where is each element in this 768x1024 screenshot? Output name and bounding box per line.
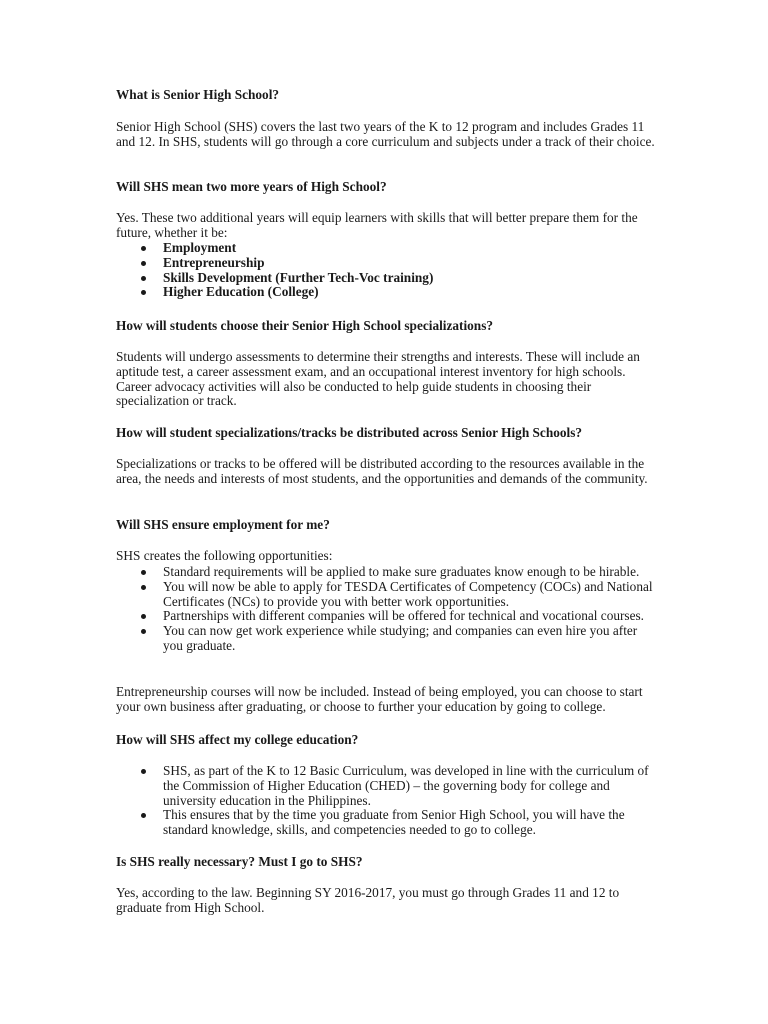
list-item: Higher Education (College) [116, 285, 656, 300]
answer-paragraph: Entrepreneurship courses will now be included. Instead of being employed, you can choose to start your own business after graduating, or choose to further your education by going to college. [116, 684, 643, 714]
answer-paragraph: Students will undergo assessments to determine their strengths and interests. These will include an aptitude test, a career assessment exam, and an occupational interest inventory for high schools. Career advocacy activities will also be conducted to help guide students in choosing their specialization or track. [116, 349, 640, 409]
list-item: Standard requirements will be applied to make sure graduates know enough to be hirable. [116, 565, 656, 580]
question-heading: How will student specializations/tracks be distributed across Senior High Schools? [116, 425, 583, 440]
question-heading: What is Senior High School? [116, 87, 280, 102]
list-item: You will now be able to apply for TESDA Certificates of Competency (COCs) and National Certificates (NCs) to provide you with better work opportunities. [116, 580, 656, 610]
answer-paragraph: Specializations or tracks to be offered will be distributed according to the resources available in the area, the needs and interests of most students, and the opportunities and demands of the community. [116, 456, 648, 486]
bullet-list [116, 764, 656, 838]
bullet-list [116, 565, 656, 654]
answer-paragraph: SHS creates the following opportunities: [116, 548, 333, 563]
answer-paragraph: Senior High School (SHS) covers the last two years of the K to 12 program and includes Grades 11 and 12. In SHS, students will go through a core curriculum and subjects under a track of their choice. [116, 119, 655, 149]
question-heading: Will SHS mean two more years of High School? [116, 179, 387, 194]
list-item: Skills Development (Further Tech-Voc training) [116, 271, 656, 286]
bullet-list [116, 241, 656, 300]
answer-paragraph: Yes. These two additional years will equip learners with skills that will better prepare them for the future, whether it be: [116, 210, 638, 240]
list-item: SHS, as part of the K to 12 Basic Curriculum, was developed in line with the curriculum of the Commission of Higher Education (CHED) – the governing body for college and university education in the Philippines. [116, 764, 656, 808]
list-item: Employment [116, 241, 656, 256]
list-item: This ensures that by the time you graduate from Senior High School, you will have the standard knowledge, skills, and competencies needed to go to college. [116, 808, 656, 838]
question-heading: How will students choose their Senior High School specializations? [116, 318, 494, 333]
question-heading: Will SHS ensure employment for me? [116, 517, 330, 532]
list-item: You can now get work experience while studying; and companies can even hire you after you graduate. [116, 624, 656, 654]
list-item: Entrepreneurship [116, 256, 656, 271]
answer-paragraph: Yes, according to the law. Beginning SY 2016-2017, you must go through Grades 11 and 12 to graduate from High School. [116, 885, 620, 915]
question-heading: How will SHS affect my college education? [116, 732, 359, 747]
question-heading: Is SHS really necessary? Must I go to SHS? [116, 854, 363, 869]
list-item: Partnerships with different companies will be offered for technical and vocational courses. [116, 609, 656, 624]
